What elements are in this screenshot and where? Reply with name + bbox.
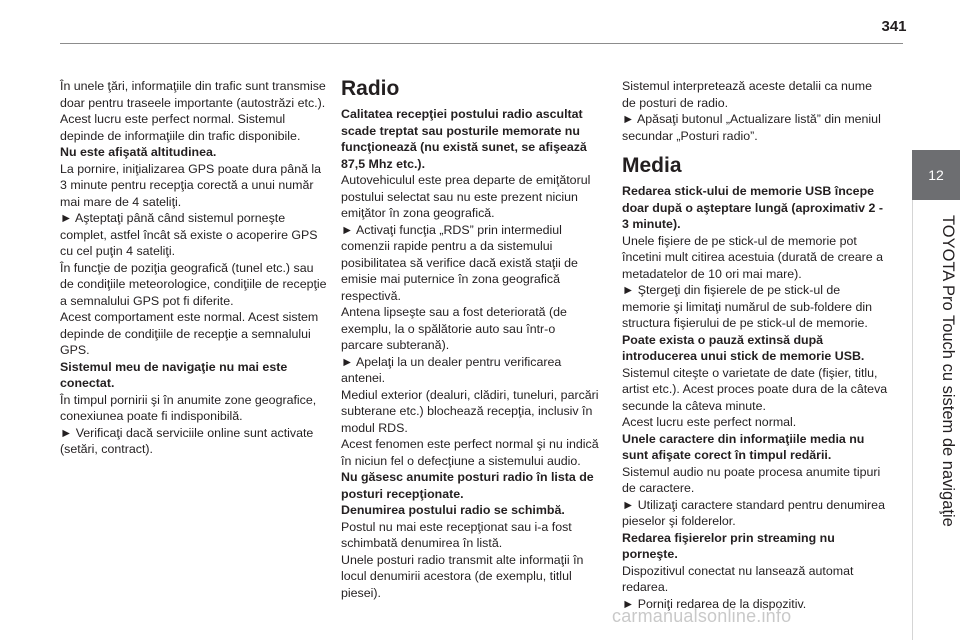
paragraph: Acest lucru este perfect normal. Sistemul depinde de informaţiile din trafic disponibile.	[60, 112, 301, 143]
column-2	[341, 76, 599, 601]
paragraph: Antena lipseşte sau a fost deteriorată (de exemplu, la o spălătorie auto sau într-o parcare subterană).	[341, 305, 567, 352]
paragraph: Acest fenomen este perfect normal şi nu indică în niciun fel o defecţiune a sistemului audio.	[341, 437, 599, 468]
page-number: 341	[881, 18, 907, 35]
instruction: ► Apelaţi la un dealer pentru verificarea antenei.	[341, 354, 562, 385]
paragraph: Sistemul citeşte o varietate de date (fişier, titlu, artist etc.). Acest proces poate dura de la câteva secunde la câteva minute.	[622, 365, 888, 413]
column-1	[60, 78, 328, 458]
paragraph: Sistemul audio nu poate procesa anumite tipuri de caractere.	[622, 464, 881, 495]
instruction: ► Verificaţi dacă serviciile online sunt activate (setări, contract).	[60, 425, 314, 456]
chapter-side-title: TOYOTA Pro Touch cu sistem de navigaţie	[939, 215, 957, 527]
paragraph: Sistemul interpretează aceste detalii ca nume de posturi de radio.	[622, 79, 873, 110]
problem-heading: Unele caractere din informaţiile media nu sunt afişate corect în timpul redării.	[622, 431, 865, 462]
problem-heading: Redarea fişierelor prin streaming nu porneşte.	[622, 530, 835, 561]
instruction: ► Activaţi funcţia „RDS” prin intermediul comenzii rapide pentru a da sistemului posibilitatea să verifice dacă există staţii de emisie mai puternice în zona geografică respectivă.	[341, 222, 578, 303]
paragraph: Autovehiculul este prea departe de emiţătorul postului selectat sau nu este prezent niciun emiţător în zona geografică.	[341, 173, 591, 220]
problem-heading: Nu este afişată altitudinea.	[60, 145, 217, 159]
chapter-tab: 12	[912, 150, 960, 200]
paragraph: Acest comportament este normal. Acest sistem depinde de condiţiile de recepţie a semnalului GPS.	[60, 310, 319, 357]
instruction: ► Apăsaţi butonul „Actualizare listă” din meniul secundar „Posturi radio”.	[622, 112, 881, 143]
paragraph: Mediul exterior (dealuri, clădiri, tuneluri, parcări subterane etc.) blochează recepţia, inclusiv în modul RDS.	[341, 387, 599, 435]
paragraph: Unele fişiere de pe stick-ul de memorie pot încetini mult citirea acestuia (durată de creare a metadatelor de 10 ori mai mare).	[622, 233, 884, 281]
paragraph: Postul nu mai este recepţionat sau i-a fost schimbată denumirea în listă.	[341, 519, 572, 550]
problem-heading: Sistemul meu de navigaţie nu mai este conectat.	[60, 359, 288, 390]
instruction: ► Utilizaţi caractere standard pentru denumirea pieselor şi folderelor.	[622, 497, 885, 528]
problem-heading: Denumirea postului radio se schimbă.	[341, 503, 565, 517]
instruction: ► Aşteptaţi până când sistemul porneşte complet, astfel încât să existe o acoperire GPS cu cel puţin 4 sateliţi.	[60, 211, 318, 258]
paragraph: În funcţie de poziţia geografică (tunel etc.) sau de condiţiile meteorologice, condiţiile de recepţie a semnalului GPS pot fi diferite.	[60, 260, 327, 308]
problem-heading: Nu găsesc anumite posturi radio în lista de posturi recepţionate.	[341, 470, 594, 501]
problem-heading: Poate exista o pauză extinsă după introducerea unui stick de memorie USB.	[622, 332, 865, 363]
column-3	[622, 78, 888, 612]
paragraph: Unele posturi radio transmit alte informaţii în locul denumirii acestora (de exemplu, titlul piesei).	[341, 552, 584, 600]
paragraph: La pornire, iniţializarea GPS poate dura până la 3 minute pentru recepţia corectă a unui număr mai mare de 4 sateliţi.	[60, 161, 322, 209]
header-divider	[60, 43, 903, 44]
section-title-media: Media	[622, 154, 682, 177]
section-title-radio: Radio	[341, 77, 400, 100]
instruction: ► Ştergeţi din fişierele de pe stick-ul de memorie şi limitaţi numărul de sub-foldere din structura fişierului de pe stick-ul de memorie.	[622, 283, 872, 330]
problem-heading: Redarea stick-ului de memorie USB începe doar după o aşteptare lungă (aproximativ 2 - 3 minute).	[622, 184, 883, 231]
instruction: ► Porniţi redarea de la dispozitiv.	[622, 596, 807, 611]
problem-heading: Calitatea recepţiei postului radio ascultat scade treptat sau posturile memorate nu funcţionează (nu există sunet, se afişează 87,5 Mhz etc.).	[341, 107, 587, 171]
watermark: carmanualsonline.info	[612, 606, 792, 626]
paragraph: În unele ţări, informaţiile din trafic sunt transmise doar pentru traseele importante (autostrăzi etc.).	[60, 79, 326, 110]
paragraph: Acest lucru este perfect normal.	[622, 415, 797, 429]
paragraph: Dispozitivul conectat nu lansează automat redarea.	[622, 563, 854, 594]
paragraph: În timpul pornirii şi în anumite zone geografice, conexiunea poate fi indisponibilă.	[60, 392, 317, 423]
